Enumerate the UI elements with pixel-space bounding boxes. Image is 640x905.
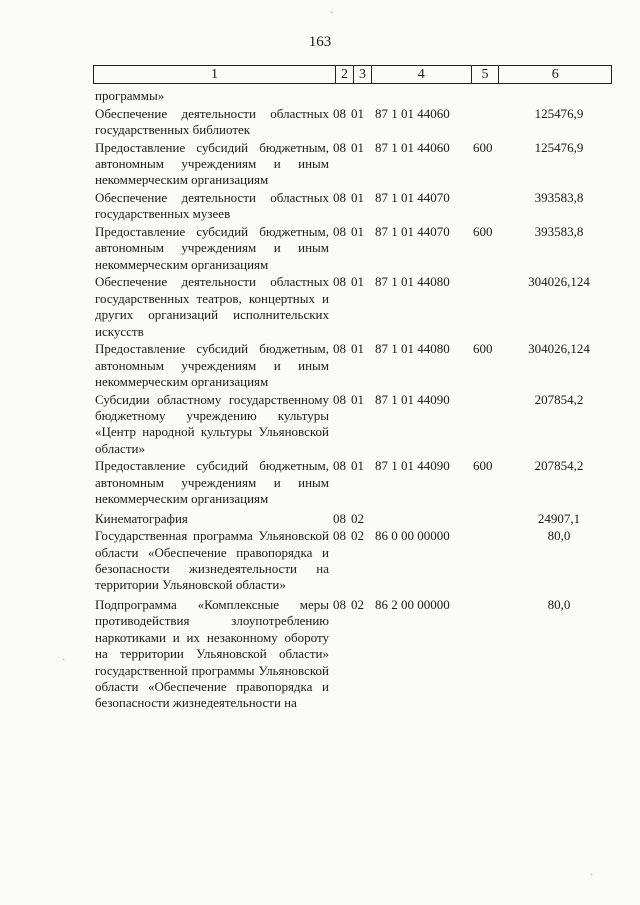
row-section: 08 bbox=[333, 224, 346, 239]
row-target-code: 87 1 01 44070 bbox=[375, 224, 450, 239]
row-expense-type: 600 bbox=[473, 341, 493, 357]
row-name: Предоставление субсидий бюджетным, автономным учреждениям и иным некоммерческим организациям bbox=[95, 458, 329, 507]
table-row bbox=[95, 597, 615, 712]
row-amount: 125476,9 bbox=[534, 105, 584, 121]
header-col-4: 4 bbox=[372, 66, 472, 83]
table-row bbox=[95, 140, 615, 189]
row-expense-type bbox=[473, 274, 503, 340]
row-expense-type bbox=[473, 190, 503, 223]
row-subsection: 01 bbox=[351, 458, 364, 474]
scan-speck: · bbox=[330, 8, 334, 19]
row-name: Предоставление субсидий бюджетным, автономным учреждениям и иным некоммерческим организациям bbox=[95, 139, 329, 188]
row-target-code: 87 1 01 44090 bbox=[375, 458, 450, 474]
row-expense-type: 600 bbox=[473, 224, 493, 239]
row-section: 08 bbox=[333, 105, 346, 121]
row-expense-type bbox=[473, 88, 503, 104]
row-expense-type: 600 bbox=[473, 139, 493, 155]
scan-speck: · bbox=[62, 655, 66, 666]
table-row bbox=[95, 274, 615, 340]
row-target-code: 87 1 01 44070 bbox=[375, 190, 450, 205]
row-section: 08 bbox=[333, 510, 346, 526]
row-amount: 80,0 bbox=[547, 528, 571, 544]
row-section: 08 bbox=[333, 190, 346, 205]
header-col-3: 3 bbox=[354, 66, 372, 83]
row-subsection bbox=[351, 88, 369, 104]
table-row bbox=[95, 106, 615, 139]
header-col-5: 5 bbox=[472, 66, 500, 83]
row-amount: 125476,9 bbox=[534, 139, 584, 155]
row-expense-type bbox=[473, 511, 503, 527]
row-section: 08 bbox=[333, 341, 346, 357]
table-header bbox=[93, 65, 612, 84]
row-name: программы» bbox=[95, 88, 165, 103]
row-target-code: 87 1 01 44060 bbox=[375, 139, 450, 155]
row-target-code: 87 1 01 44090 bbox=[375, 391, 450, 407]
row-name: Обеспечение деятельности областных государственных библиотек bbox=[95, 105, 329, 137]
row-subsection: 01 bbox=[351, 139, 364, 155]
row-amount: 24907,1 bbox=[537, 510, 581, 526]
row-target-code: 86 2 00 00000 bbox=[375, 596, 450, 612]
table-row bbox=[95, 224, 615, 273]
row-subsection: 01 bbox=[351, 274, 364, 290]
table-body bbox=[95, 88, 615, 713]
row-target-code bbox=[369, 511, 473, 527]
table-row bbox=[95, 190, 615, 223]
row-name: Обеспечение деятельности областных государственных театров, концертных и других организаций исполнительских искусств bbox=[95, 274, 329, 339]
row-section bbox=[333, 88, 351, 104]
row-amount: 207854,2 bbox=[534, 391, 584, 407]
scan-speck: · bbox=[590, 870, 594, 881]
row-amount: 80,0 bbox=[547, 596, 571, 612]
row-section: 08 bbox=[333, 274, 346, 290]
row-amount: 304026,124 bbox=[528, 274, 590, 290]
row-expense-type bbox=[473, 528, 503, 594]
row-subsection: 02 bbox=[351, 596, 364, 612]
row-amount bbox=[503, 88, 615, 104]
row-name: Подпрограмма «Комплексные меры противодействия злоупотреблению наркотиками и их незаконному обороту на территории Ульяновской области» государственной программы Ульяновской области «Обеспечение правопорядка и безопасности жизнедеятельности на bbox=[95, 596, 329, 711]
row-section: 08 bbox=[333, 458, 346, 474]
row-amount: 207854,2 bbox=[534, 458, 584, 474]
row-subsection: 01 bbox=[351, 224, 364, 239]
row-amount: 393583,8 bbox=[534, 224, 584, 239]
table-row bbox=[95, 392, 615, 458]
row-expense-type bbox=[473, 106, 503, 139]
table-row bbox=[95, 528, 615, 594]
row-target-code: 87 1 01 44060 bbox=[375, 105, 450, 121]
row-target-code: 86 0 00 00000 bbox=[375, 528, 450, 544]
row-expense-type bbox=[473, 392, 503, 458]
table-row bbox=[95, 511, 615, 527]
row-subsection: 01 bbox=[351, 105, 364, 121]
row-name: Субсидии областному государственному бюджетному учреждению культуры «Центр народной культуры Ульяновской области» bbox=[95, 391, 329, 456]
row-target-code: 87 1 01 44080 bbox=[375, 341, 450, 357]
page-number: 163 bbox=[308, 34, 332, 50]
row-expense-type: 600 bbox=[473, 458, 493, 474]
table-row bbox=[95, 341, 615, 390]
row-expense-type bbox=[473, 597, 503, 712]
row-amount: 393583,8 bbox=[534, 190, 584, 205]
row-subsection: 02 bbox=[351, 528, 364, 544]
table-row bbox=[95, 88, 615, 104]
row-subsection: 02 bbox=[351, 510, 364, 526]
row-target-code bbox=[369, 88, 473, 104]
row-name: Предоставление субсидий бюджетным, автономным учреждениям и иным некоммерческим организациям bbox=[95, 341, 329, 390]
header-col-2: 2 bbox=[336, 66, 354, 83]
row-section: 08 bbox=[333, 528, 346, 544]
header-col-6: 6 bbox=[551, 67, 559, 82]
table-row bbox=[95, 458, 615, 507]
row-section: 08 bbox=[333, 139, 346, 155]
row-name: Предоставление субсидий бюджетным, автономным учреждениям и иным некоммерческим организациям bbox=[95, 224, 329, 272]
row-section: 08 bbox=[333, 391, 346, 407]
row-subsection: 01 bbox=[351, 341, 364, 357]
row-target-code: 87 1 01 44080 bbox=[375, 274, 450, 290]
row-name: Кинематография bbox=[95, 510, 188, 526]
row-subsection: 01 bbox=[351, 391, 364, 407]
row-name: Обеспечение деятельности областных государственных музеев bbox=[95, 190, 329, 222]
header-col-1: 1 bbox=[94, 66, 336, 83]
row-amount: 304026,124 bbox=[528, 341, 590, 357]
row-section: 08 bbox=[333, 596, 346, 612]
row-subsection: 01 bbox=[351, 190, 364, 205]
row-name: Государственная программа Ульяновской области «Обеспечение правопорядка и безопасности жизнедеятельности на территории Ульяновской области» bbox=[95, 528, 329, 593]
